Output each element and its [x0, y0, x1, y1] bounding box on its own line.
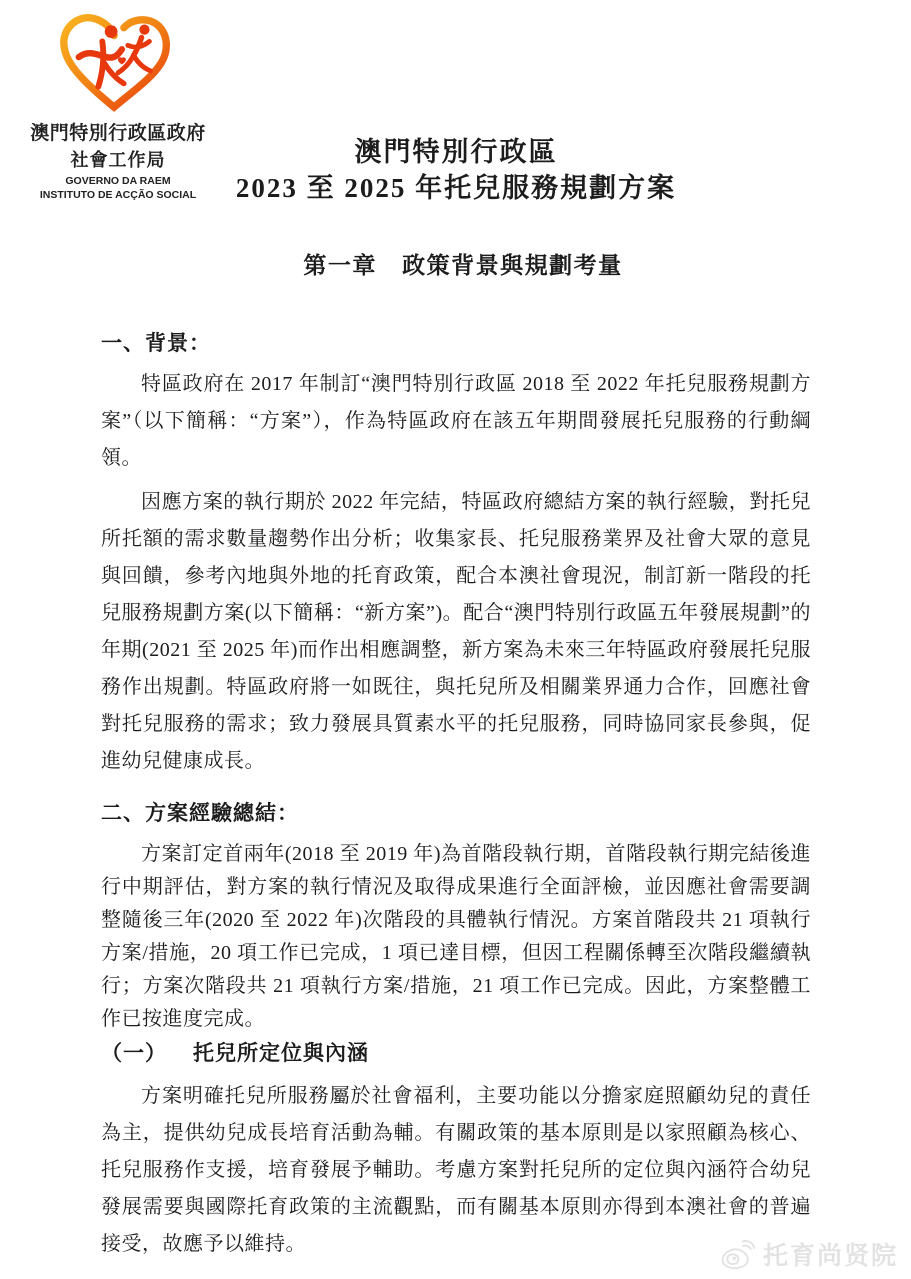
logo-dept-name-pt: INSTITUTO DE ACÇÃO SOCIAL: [39, 188, 197, 201]
document-content: [101, 0, 811, 1263]
chapter-title: 政策背景與規劃考量: [402, 253, 623, 278]
paragraph-background-1: 特區政府在 2017 年制訂“澳門特別行政區 2018 至 2022 年托兒服務規劃方案”（以下簡稱：“方案”），作為特區政府在該五年期間發展托兒服務的行動綱領。: [101, 373, 811, 469]
document-title-line2: 2023 至 2025 年托兒服務規劃方案: [235, 173, 677, 203]
subsection-heading-positioning: [101, 1040, 811, 1066]
watermark: [721, 1236, 898, 1272]
chapter-heading: [101, 252, 811, 280]
logo-dept-name-zh: 社會工作局: [70, 150, 166, 170]
paragraph-positioning-1: 方案明確托兒所服務屬於社會福利，主要功能以分擔家庭照顧幼兒的責任為主，提供幼兒成長培育活動為輔。有關政策的基本原則是以家照顧為核心、托兒服務作支援，培育發展予輔助。考慮方案對托兒所的定位與內涵符合幼兒發展需要與國際托育政策的主流觀點，而有關基本原則亦得到本澳社會的普遍接受，故應予以維持。: [101, 1085, 811, 1255]
weibo-icon: [721, 1239, 756, 1270]
section-heading-summary: 二、方案經驗總結：: [101, 801, 299, 825]
logo-org-name-zh: 澳門特別行政區政府: [30, 123, 206, 144]
watermark-text: 托育尚贤院: [762, 1242, 898, 1270]
document-title-line1: 澳門特別行政區: [354, 137, 558, 167]
paragraph-summary-1: 方案訂定首兩年(2018 至 2019 年)為首階段執行期，首階段執行期完結後進行中期評估，對方案的執行情況及取得成果進行全面評檢，並因應社會需要調整隨後三年(2020 至 2022 年)次階段的具體執行情況。方案首階段共 21 項執行方案/措施，20 項工作已完成，1 項已達目標，但因工程關係轉至次階段繼續執行；方案次階段共 21 項執行方案/措施，21 項工作已完成。因此，方案整體工作已按進度完成。: [101, 843, 811, 1030]
chapter-number: 第一章: [303, 253, 377, 278]
subsection-title: 托兒所定位與內涵: [193, 1041, 369, 1065]
paragraph-background-2: 因應方案的執行期於 2022 年完結，特區政府總結方案的執行經驗，對托兒所托額的需求數量趨勢作出分析；收集家長、托兒服務業界及社會大眾的意見與回饋，參考內地與外地的托育政策，配合本澳社會現況，制訂新一階段的托兒服務規劃方案(以下簡稱：“新方案”)。配合“澳門特別行政區五年發展規劃”的年期(2021 至 2025 年)而作出相應調整，新方案為未來三年特區政府發展托兒服務作出規劃。特區政府將一如既往，與托兒所及相關業界通力合作，回應社會對托兒服務的需求；致力發展具質素水平的托兒服務，同時協同家長參與，促進幼兒健康成長。: [101, 491, 811, 772]
subsection-marker: （一）: [101, 1041, 167, 1065]
section-heading-background: 一、背景：: [101, 331, 211, 355]
logo-org-name-pt: GOVERNO DA RAEM: [65, 175, 171, 187]
